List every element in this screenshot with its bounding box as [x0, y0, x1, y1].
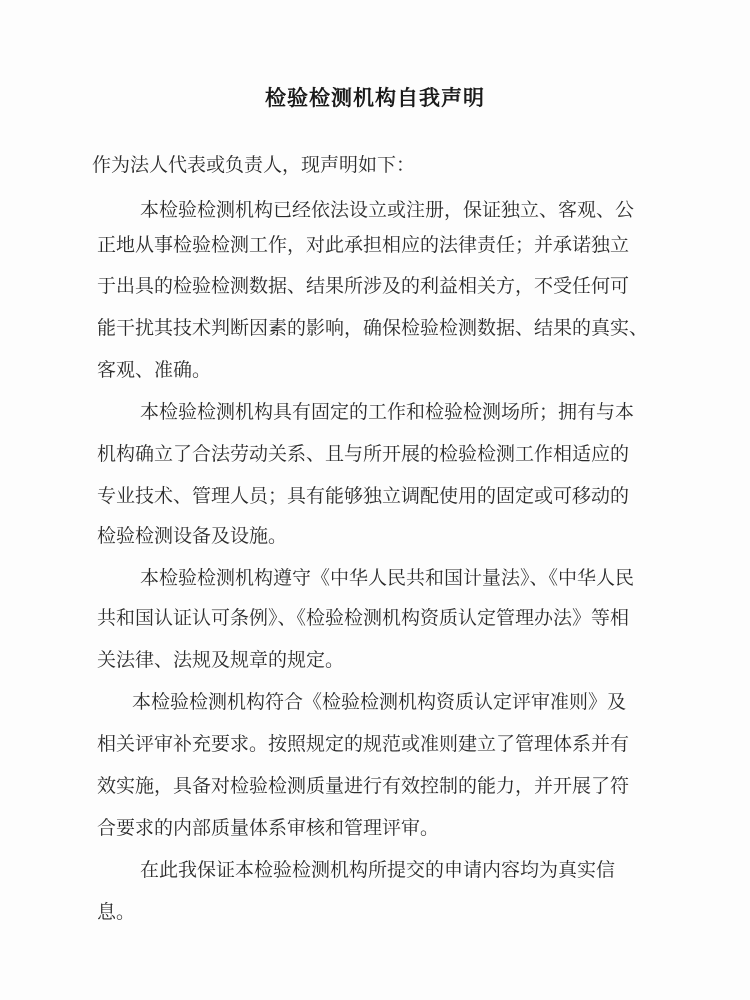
- paragraph-1-line-3: 于出具的检验检测数据、结果所涉及的利益相关方，不受任何可: [97, 275, 630, 297]
- paragraph-3-line-2: 共和国认证认可条例》、《检验检测机构资质认定管理办法》等相: [97, 607, 630, 629]
- paragraph-4-line-3: 效实施，具备对检验检测质量进行有效控制的能力，并开展了符: [97, 775, 630, 797]
- paragraph-3-line-3: 关法律、法规及规章的规定。: [97, 649, 345, 671]
- paragraph-1-line-1: 本检验检测机构已经依法设立或注册，保证独立、客观、公: [140, 199, 635, 221]
- paragraph-3-line-1: 本检验检测机构遵守《中华人民共和国计量法》、《中华人民: [140, 567, 635, 589]
- paragraph-2-line-4: 检验检测设备及设施。: [97, 525, 288, 547]
- paragraph-5-line-2: 息。: [97, 901, 136, 923]
- paragraph-5-line-1: 在此我保证本检验检测机构所提交的申请内容均为真实信: [140, 859, 616, 881]
- paragraph-1-line-5: 客观、准确。: [97, 359, 212, 381]
- paragraph-2-line-1: 本检验检测机构具有固定的工作和检验检测场所；拥有与本: [140, 401, 635, 423]
- document-title: 检验检测机构自我声明: [265, 86, 485, 110]
- paragraph-4-line-4: 合要求的内部质量体系审核和管理评审。: [97, 817, 440, 839]
- intro-line: 作为法人代表或负责人，现声明如下：: [92, 154, 416, 176]
- paragraph-2-line-2: 机构确立了合法劳动关系、且与所开展的检验检测工作相适应的: [97, 443, 630, 465]
- paragraph-4-line-2: 相关评审补充要求。按照规定的规范或准则建立了管理体系并有: [97, 733, 630, 755]
- paragraph-1-line-4: 能干扰其技术判断因素的影响，确保检验检测数据、结果的真实、: [97, 317, 649, 339]
- paragraph-1-line-2: 正地从事检验检测工作，对此承担相应的法律责任；并承诺独立: [97, 234, 630, 256]
- paragraph-2-line-3: 专业技术、管理人员；具有能够独立调配使用的固定或可移动的: [97, 485, 630, 507]
- paragraph-4-line-1: 本检验检测机构符合《检验检测机构资质认定评审准则》及: [132, 691, 627, 713]
